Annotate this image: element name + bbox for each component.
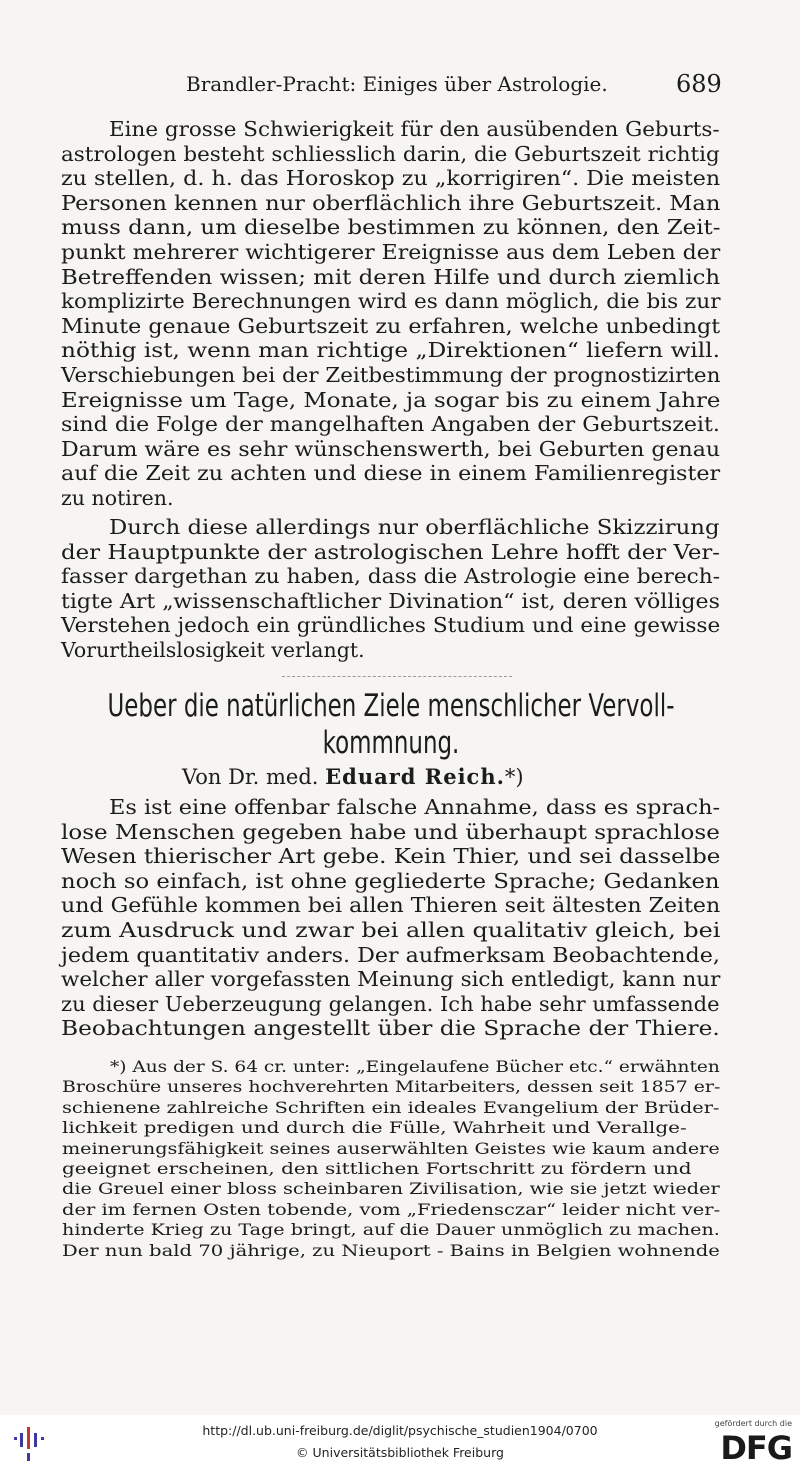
- source-url-link[interactable]: http://dl.ub.uni-freiburg.de/diglit/psychische_studien1904/0700: [202, 1423, 598, 1438]
- text-line: astrologen besteht schliesslich darin, die Geburtszeit richtig: [61, 141, 720, 166]
- article-title-line: kommnung.: [322, 725, 460, 761]
- text-line: auf die Zeit zu achten und diese in einem Familienregister: [61, 461, 721, 486]
- section-divider: [282, 676, 512, 677]
- footnote-line: Der nun bald 70 jährige, zu Nieuport - Bains in Belgien wohnende: [62, 1240, 720, 1260]
- text-line: Darum wäre es sehr wünschenswerth, bei Geburten genau: [61, 436, 721, 461]
- dfg-caption: gefördert durch die: [714, 1419, 792, 1428]
- footnote-line: *) Aus der S. 64 cr. unter: „Eingelaufene Bücher etc.“ erwähnten: [110, 1057, 720, 1076]
- footnote-line: schienene zahlreiche Schriften ein ideales Evangelium der Brüder-: [62, 1097, 720, 1117]
- dfg-logo-icon: DFG: [720, 1429, 792, 1467]
- author-name: Eduard Reich.: [325, 764, 505, 789]
- byline: [182, 764, 524, 789]
- text-line: Wesen thierischer Art gebe. Kein Thier, und sei dasselbe: [61, 844, 721, 869]
- footnote-line: geeignet erscheinen, den sittlichen Fortschritt zu fördern und: [62, 1159, 692, 1178]
- text-line: Minute genaue Geburtszeit zu erfahren, welche unbedingt: [61, 313, 721, 338]
- text-line: sind die Folge der mangelhaften Angaben der Geburtszeit.: [61, 412, 720, 437]
- text-line: der Hauptpunkte der astrologischen Lehre hofft der Ver-: [61, 539, 721, 564]
- footnote-line: hinderte Krieg zu Tage bringt, auf die Dauer unmöglich zu machen.: [62, 1220, 720, 1240]
- text-line: jedem quantitativ anders. Der aufmerksam Beobachtende,: [61, 942, 720, 967]
- text-line: komplizirte Berechnungen wird es dann möglich, die bis zur: [61, 289, 721, 314]
- footnote-line: meinerungsfähigkeit seines auserwählten Geistes wie kaum andere: [62, 1138, 720, 1158]
- text-line: tigte Art „wissenschaftlicher Divination“ ist, deren völliges: [61, 588, 720, 613]
- text-line: Vorurtheilslosigkeit verlangt.: [61, 638, 365, 662]
- footnote-line: lichkeit predigen und durch die Fülle, Wahrheit und Verallge-: [62, 1118, 687, 1138]
- copyright-notice: © Universitätsbibliothek Freiburg: [296, 1445, 504, 1460]
- text-line: zum Ausdruck und zwar bei allen qualitativ gleich, bei: [61, 918, 721, 942]
- article-title-line: Ueber die natürlichen Ziele menschlicher Vervoll-: [107, 688, 675, 724]
- text-line: Verstehen jedoch ein gründliches Studium und eine gewisse: [61, 613, 721, 638]
- text-line: zu stellen, d. h. das Horoskop zu „korrigiren“. Die meisten: [61, 166, 721, 191]
- text-line: welcher aller vorgefassten Meinung sich entledigt, kann nur: [61, 967, 721, 992]
- text-line: Es ist eine offenbar falsche Annahme, dass es sprach-: [109, 795, 721, 819]
- page-number: 689: [676, 70, 722, 98]
- text-line: und Gefühle kommen bei allen Thieren seit ältesten Zeiten: [61, 893, 721, 918]
- text-line: Durch diese allerdings nur oberflächliche Skizzirung: [109, 515, 720, 539]
- text-line: Verschiebungen bei der Zeitbestimmung der prognostizirten: [61, 363, 721, 387]
- text-line: Beobachtungen angestellt über die Sprache der Thiere.: [61, 1016, 720, 1041]
- footnote-line: Broschüre unseres hochverehrten Mitarbeiters, dessen seit 1857 er-: [62, 1077, 721, 1097]
- text-line: zu notiren.: [61, 486, 174, 510]
- footnote-line: die Greuel einer bloss scheinbaren Zivilisation, wie sie jetzt wieder: [62, 1179, 720, 1199]
- text-line: muss dann, um dieselbe bestimmen zu können, den Zeit-: [61, 215, 721, 240]
- text-line: noch so einfach, ist ohne gegliederte Sprache; Gedanken: [61, 868, 720, 893]
- footnote-line: der im fernen Osten tobende, vom „Friedensczar“ leider nicht ver-: [62, 1199, 721, 1219]
- text-line: lose Menschen gegeben habe und überhaupt sprachlose: [61, 819, 720, 844]
- text-line: fasser dargethan zu haben, dass die Astrologie eine berech-: [61, 564, 721, 589]
- text-line: nöthig ist, wenn man richtige „Direktionen“ liefern will.: [61, 338, 720, 363]
- footnote-marker: *): [504, 765, 524, 789]
- text-line: Personen kennen nur oberflächlich ihre Geburtszeit. Man: [61, 190, 721, 215]
- running-title: Brandler-Pracht: Einiges über Astrologie.: [186, 72, 608, 96]
- text-line: zu dieser Ueberzeugung gelangen. Ich habe sehr umfassende: [61, 991, 720, 1016]
- text-line: Betreffenden wissen; mit deren Hilfe und durch ziemlich: [61, 264, 721, 289]
- text-line: Ereignisse um Tage, Monate, ja sogar bis zu einem Jahre: [61, 387, 721, 412]
- byline-prefix: Von Dr. med.: [182, 765, 326, 789]
- viewer-footer: [0, 1415, 800, 1472]
- text-line: punkt mehrerer wichtigerer Ereignisse aus dem Leben der: [61, 240, 721, 264]
- text-line: Eine grosse Schwierigkeit für den ausübenden Geburts-: [109, 117, 720, 141]
